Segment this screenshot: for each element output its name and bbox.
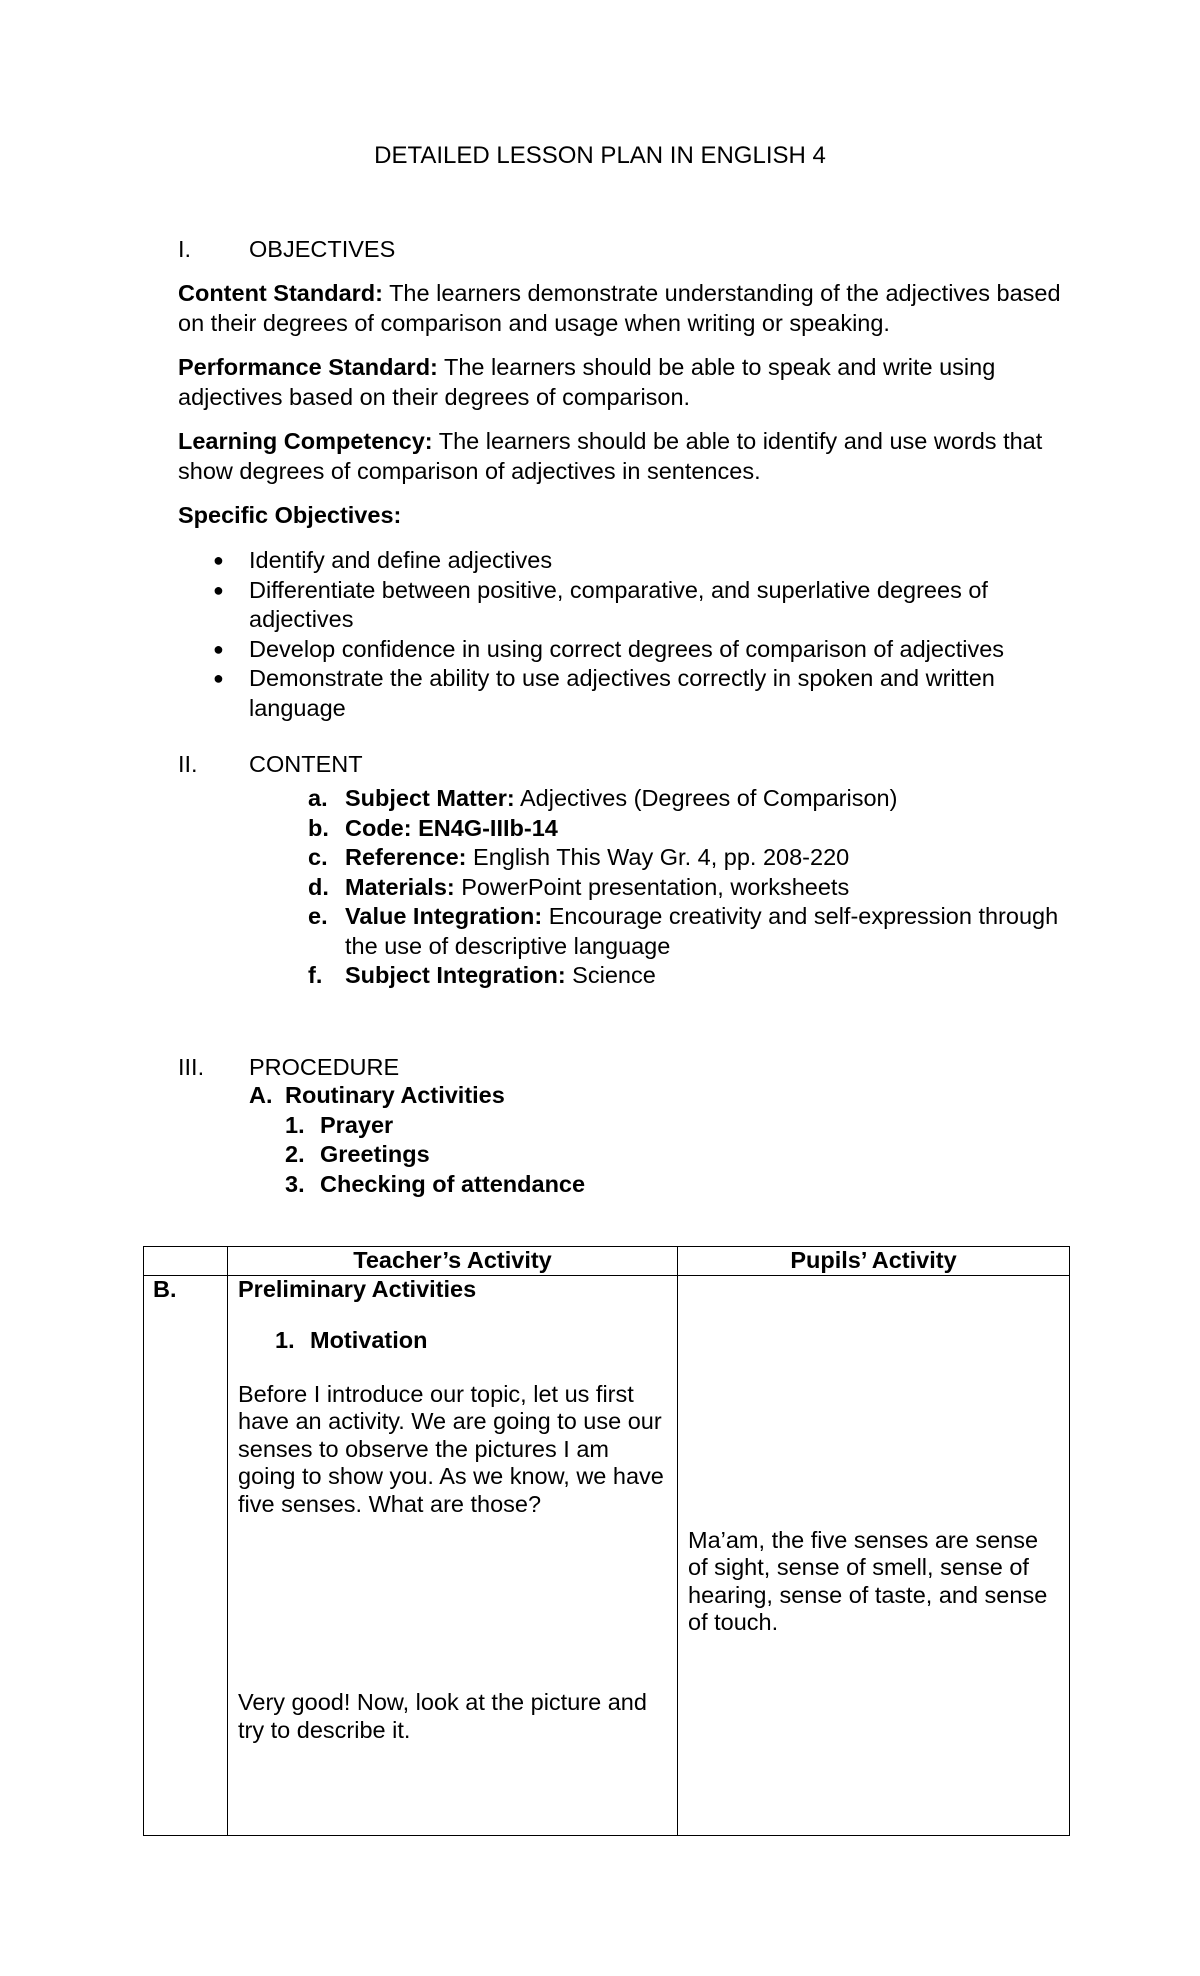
preliminary-activities-heading: Preliminary Activities [238, 1275, 477, 1302]
bullet-icon: ● [213, 668, 224, 688]
teacher-activity-header: Teacher’s Activity [228, 1247, 678, 1276]
pupils-activity-cell [678, 1275, 1070, 1836]
specific-objectives-label: Specific Objectives: [178, 502, 402, 528]
list-item: a. Subject Matter: Adjectives (Degrees of Comparison) [308, 785, 898, 811]
routinary-activities-heading: A. Routinary Activities [249, 1082, 505, 1108]
section-1-heading: OBJECTIVES [249, 236, 396, 262]
section-1-numeral: I. [178, 236, 192, 262]
list-item: 3. Checking of attendance [285, 1170, 586, 1197]
bullet-icon: ● [213, 550, 224, 570]
table-header-row [144, 1247, 1070, 1276]
pupils-activity-header: Pupils’ Activity [678, 1247, 1070, 1276]
learning-competency [178, 427, 1078, 486]
pupil-response-senses: Ma’am, the five senses are sense of sight, sense of smell, sense of hearing, sense of taste, and sense of touch. [688, 1526, 1048, 1635]
teacher-prompt-senses: Before I introduce our topic, let us first have an activity. We are going to use our senses to observe the pictures I am going to show you. As we know, we have five senses. What are those? [238, 1380, 664, 1517]
procedure-block [249, 1081, 585, 1199]
list-item: ● Identify and define adjectives [178, 546, 1058, 576]
list-item: ● Differentiate between positive, comparative, and superlative degrees of adjectives [213, 576, 988, 632]
list-item: c. Reference: English This Way Gr. 4, pp. 208-220 [308, 844, 850, 870]
section-2-heading: CONTENT [249, 751, 363, 777]
list-item: b. Code: EN4G-IIIb-14 [308, 814, 558, 841]
content-standard-label: Content Standard: [178, 280, 383, 306]
document-title: DETAILED LESSON PLAN IN ENGLISH 4 [374, 142, 826, 169]
learning-competency-label: Learning Competency: [178, 428, 433, 454]
list-item: ● Develop confidence in using correct degrees of comparison of adjectives [178, 635, 1058, 665]
motivation-heading: 1. Motivation [275, 1327, 428, 1353]
list-item: f. Subject Integration: Science [308, 962, 656, 988]
performance-standard-label: Performance Standard: [178, 354, 438, 380]
bullet-icon: ● [213, 579, 224, 600]
activity-table [143, 1246, 1070, 1836]
content-standard [178, 279, 1078, 338]
list-item: d. Materials: PowerPoint presentation, worksheets [308, 873, 850, 900]
list-item: 1. Prayer [285, 1111, 394, 1138]
list-item: 2. Greetings [285, 1141, 430, 1167]
content-standard-text: The learners demonstrate understanding of the adjectives based on their degrees of comparison and usage when writing or speaking. [178, 280, 1061, 336]
performance-standard [178, 353, 1078, 412]
teacher-activity-cell [228, 1275, 678, 1836]
table-row [144, 1275, 1070, 1836]
learning-competency-text: The learners should be able to identify and use words that show degrees of comparison of adjectives in sentences. [178, 428, 1043, 484]
table-header-empty [144, 1247, 228, 1276]
list-item: ● Demonstrate the ability to use adjectives correctly in spoken and written language [213, 665, 995, 721]
bullet-icon: ● [213, 638, 224, 659]
row-label: B. [144, 1275, 228, 1836]
section-3-numeral: III. [178, 1054, 205, 1080]
performance-standard-text: The learners should be able to speak and write using adjectives based on their degrees of comparison. [178, 354, 996, 410]
section-3-heading: PROCEDURE [249, 1054, 400, 1080]
section-2-numeral: II. [178, 751, 198, 777]
specific-objectives-list [178, 546, 1058, 723]
teacher-prompt-describe: Very good! Now, look at the picture and try to describe it. [238, 1689, 647, 1743]
content-list [308, 784, 1088, 991]
list-item: e. Value Integration: Encourage creativity and self-expression through the use of descriptive language [308, 903, 1059, 959]
